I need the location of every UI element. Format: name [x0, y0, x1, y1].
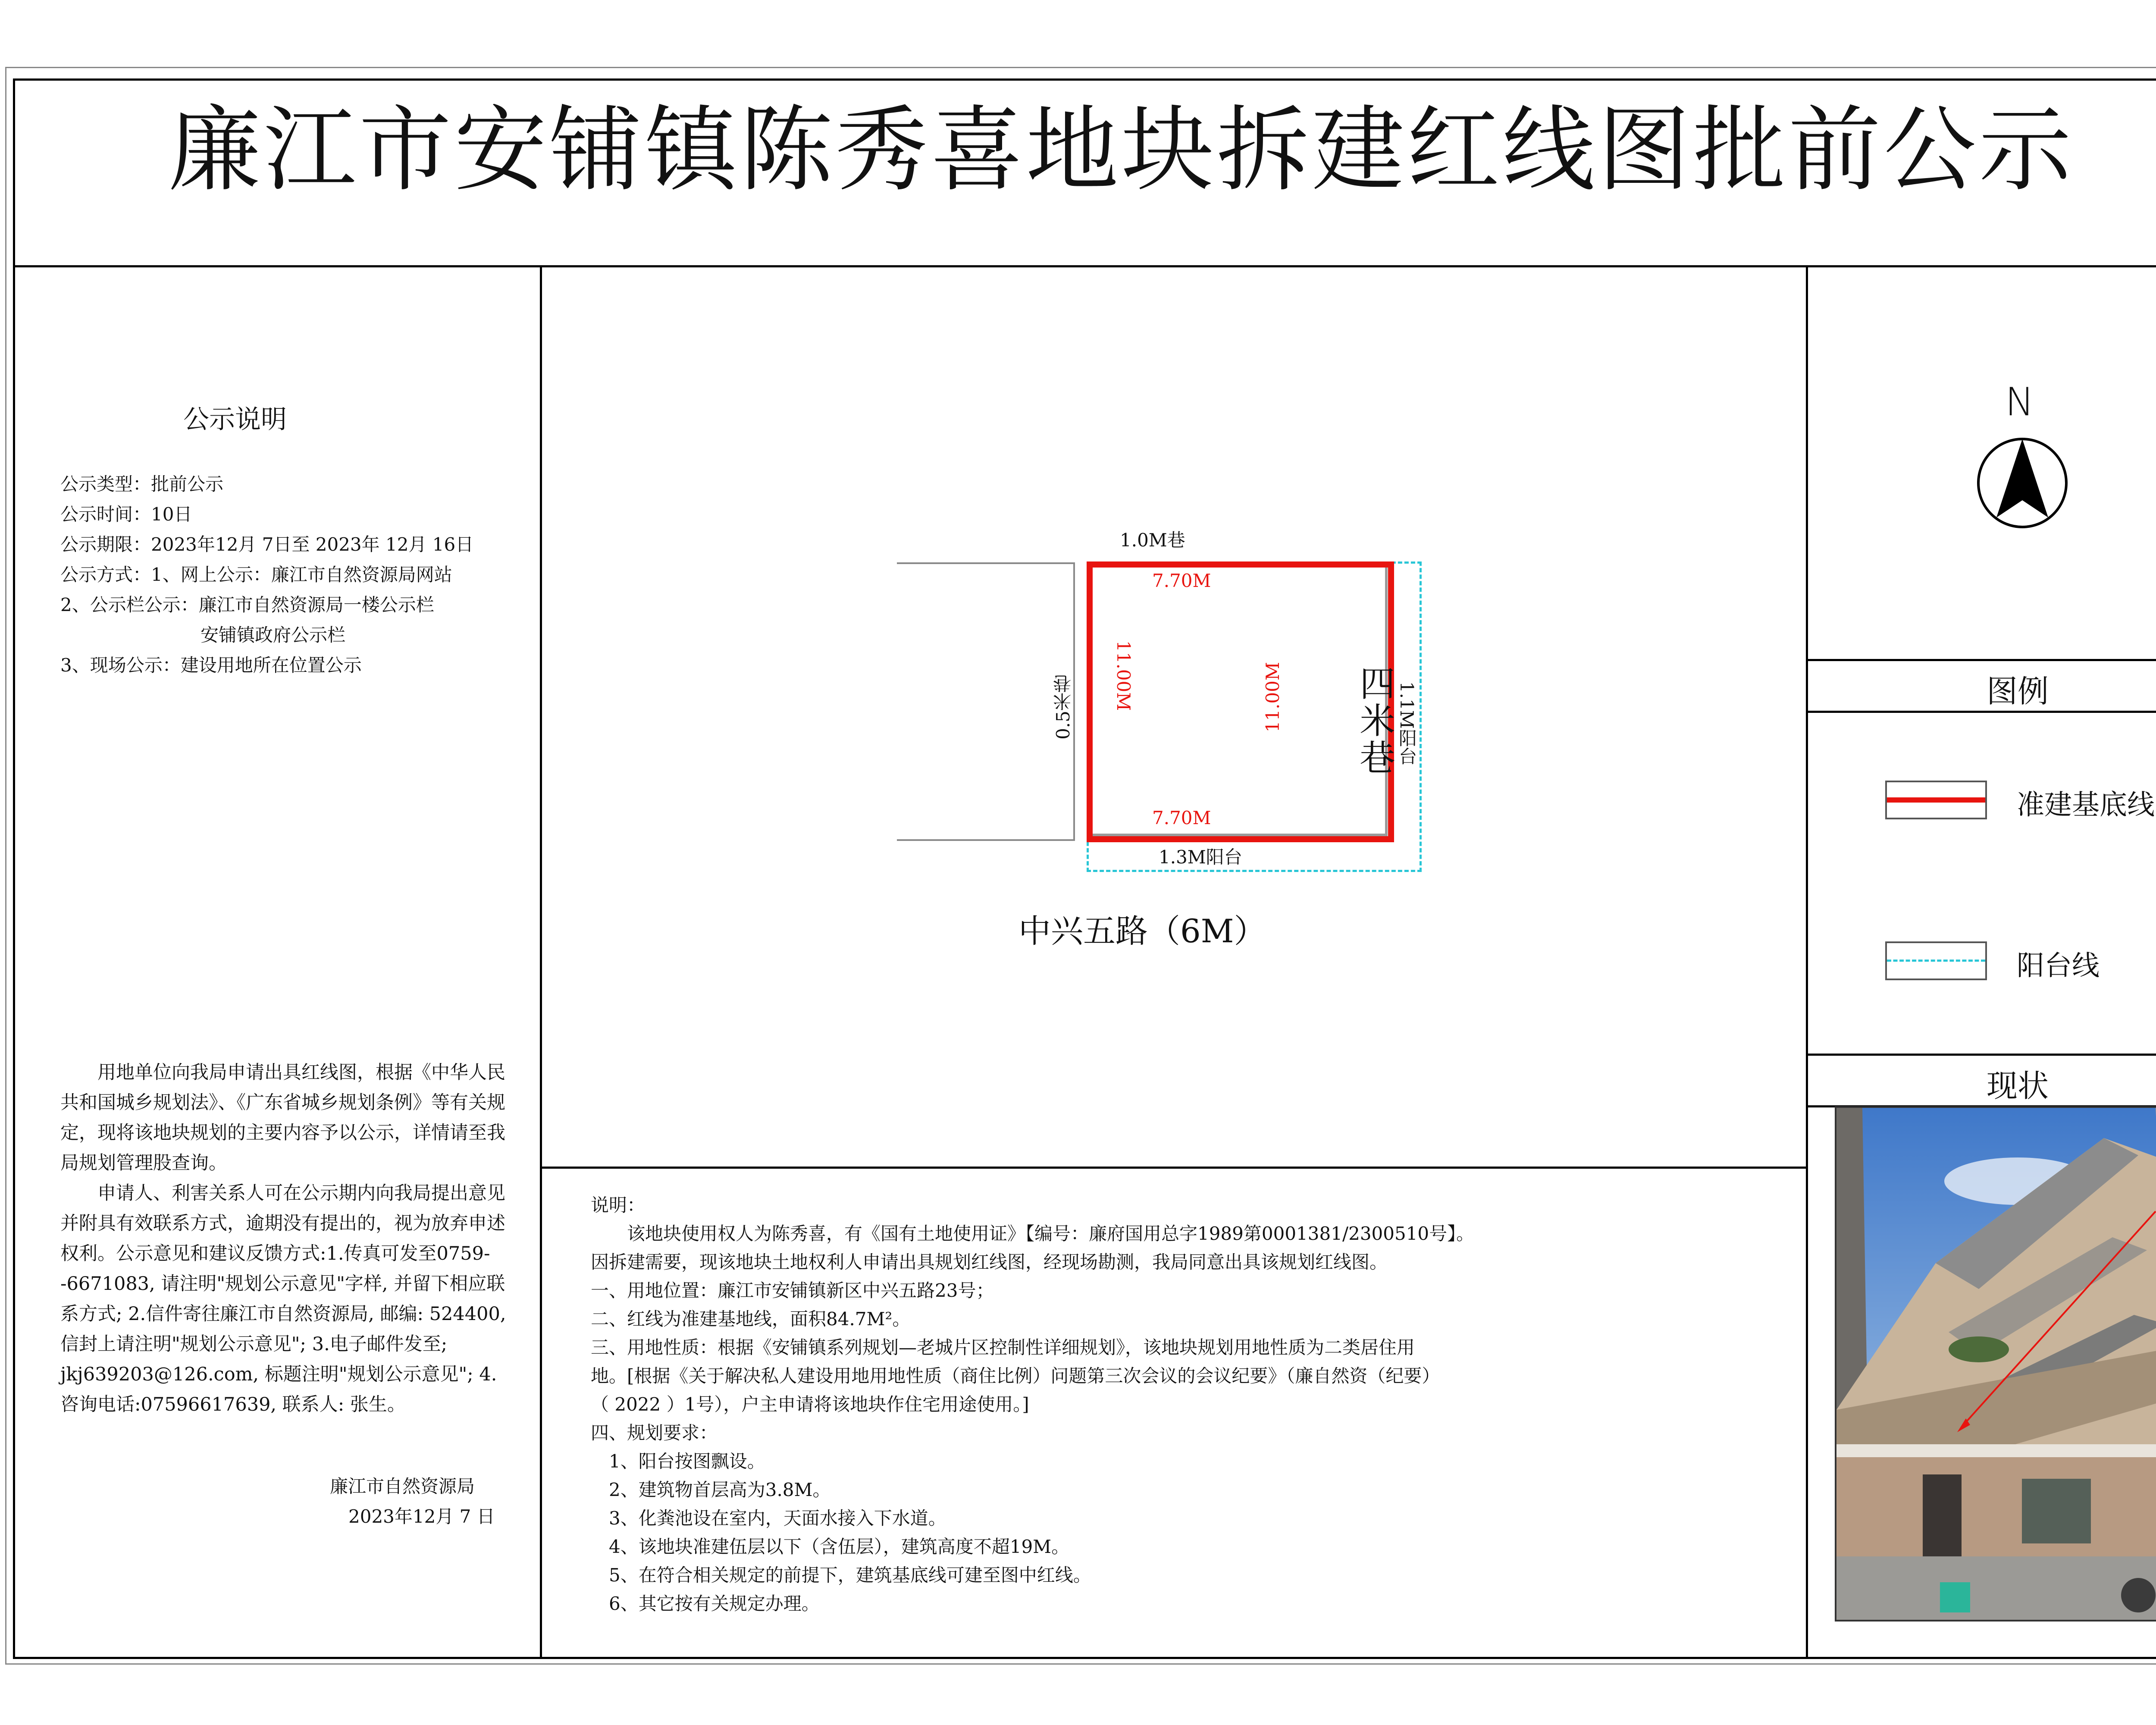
description-line-4: 二、红线为准建基地线，面积84.7M²。: [591, 1308, 911, 1330]
legend-cyan-dash: [1887, 960, 1985, 962]
description-line-3: 一、用地位置：廉江市安铺镇新区中兴五路23号；: [591, 1280, 994, 1301]
notice-method-board: 2、公示栏公示：廉江市自然资源局一楼公示栏: [60, 594, 434, 615]
requirement-4: 4、该地块准建伍层以下（含伍层），建筑高度不超19M。: [609, 1536, 1070, 1557]
drawing-divider: [540, 1167, 1808, 1169]
right-column-divider: [1806, 265, 1808, 1659]
legend-red-line: [1887, 797, 1985, 803]
left-dimension: 11.00M: [1113, 640, 1134, 711]
description-line-8: 四、规划要求：: [591, 1422, 718, 1443]
legend-base-line-label: 准建基底线: [2017, 789, 2155, 821]
notice-paragraph-2: 申请人、利害关系人可在公示期内向我局提出意见并附具有效联系方式，逾期没有提出的，视为放弃申述权利。公示意见和建议反馈方式:1.传真可发至0759--6671083, 请注明"规划公示意见"字样, 并留下相应联系方式; 2.信件寄往廉江市自然资源局, 邮编: 524400, 信封上请注明"规划公示意见"; 3.电子邮件发至; jkj639203@126.com, 标题注明"规划公示意见"; 4.咨询电话:07596617639, 联系人: 张生。: [60, 1182, 506, 1415]
description-line-2: 因拆建需要，现该地块土地权利人申请出具规划红线图，经现场勘测，我局同意出具该规划红线图。: [591, 1251, 1388, 1273]
requirement-3: 3、化粪池设在室内，天面水接入下水道。: [609, 1508, 946, 1529]
north-arrow-icon: [1975, 436, 2070, 530]
description: [591, 1191, 1798, 1618]
site-photo: [1835, 1106, 2156, 1622]
base-line-inner-edge-bottom: [1093, 834, 1388, 836]
site-plan: [542, 267, 1806, 1167]
description-line-7: （ 2022 ）1号），户主申请将该地块作住宅用途使用。]: [591, 1394, 1029, 1415]
status-heading: 现状: [1986, 1068, 2049, 1104]
notice-date: 2023年12月 7 日: [348, 1506, 495, 1527]
legend-top-divider: [1806, 659, 2156, 661]
legend-base-line-swatch: [1885, 781, 1987, 819]
requirement-6: 6、其它按有关规定办理。: [609, 1593, 820, 1614]
notice-type: 公示类型：批前公示: [60, 474, 224, 495]
top-dimension: 7.70M: [1152, 570, 1211, 591]
notice-method-online: 公示方式：1、网上公示：廉江市自然资源局网站: [60, 564, 452, 585]
requirement-1: 1、阳台按图飘设。: [609, 1451, 765, 1472]
road-label: 中兴五路（6M）: [1018, 912, 1266, 950]
notice-org: 廉江市自然资源局: [330, 1476, 475, 1497]
legend-heading: 图例: [1986, 673, 2049, 709]
description-heading: 说明：: [591, 1195, 646, 1216]
north-label: N: [2005, 380, 2034, 425]
requirement-2: 2、建筑物首层高为3.8M。: [609, 1479, 831, 1500]
bottom-balcony-label: 1.3M阳台: [1159, 847, 1242, 868]
notice-paragraph-1: 用地单位向我局申请出具红线图，根据《中华人民共和国城乡规划法》、《广东省城乡规划条例》等有关规定，现将该地块规划的主要内容予以公示，详情请至我局规划管理股查询。: [60, 1062, 505, 1174]
bottom-dimension: 7.70M: [1152, 807, 1211, 828]
top-lane-label: 1.0M巷: [1120, 530, 1185, 551]
page-title: 廉江市安铺镇陈秀喜地块拆建红线图批前公示: [168, 96, 2074, 204]
legend-balcony-label: 阳台线: [2017, 950, 2100, 982]
right-balcony-label: 1.1M阳台: [1396, 681, 1417, 765]
legend-balcony-swatch: [1885, 941, 1987, 980]
requirement-5: 5、在符合相关规定的前提下，建筑基底线可建至图中红线。: [609, 1565, 1091, 1586]
notice-duration: 公示时间：10日: [60, 504, 192, 525]
left-lane-label: 0.5米巷: [1053, 674, 1074, 740]
notice-method-board-2: 安铺镇政府公示栏: [201, 624, 346, 646]
description-line-5: 三、用地性质：根据《安铺镇系列规划—老城片区控制性详细规划》，该地块规划用地性质为二类居住用: [591, 1337, 1415, 1358]
description-line-1: 该地块使用权人为陈秀喜，有《国有土地使用证》【编号：廉府国用总字1989第0001381/2300510号】。: [627, 1223, 1475, 1244]
neighbour-lot-outline: [897, 562, 1075, 841]
notice-heading: 公示说明: [183, 405, 287, 435]
notice-method-site: 3、现场公示：建设用地所在位置公示: [60, 655, 362, 676]
east-lane-label: 四米巷: [1354, 665, 1395, 776]
status-top-divider: [1806, 1054, 2156, 1056]
site-photo-image: [1836, 1108, 2156, 1620]
right-dimension: 11.00M: [1262, 662, 1283, 733]
description-line-6: 地。[根据《关于解决私人建设用地用地性质（商住比例）问题第三次会议的会议纪要》（廉自然资（纪要）: [591, 1365, 1440, 1386]
notice-period: 公示期限：2023年12月 7日至 2023年 12月 16日: [60, 534, 474, 555]
